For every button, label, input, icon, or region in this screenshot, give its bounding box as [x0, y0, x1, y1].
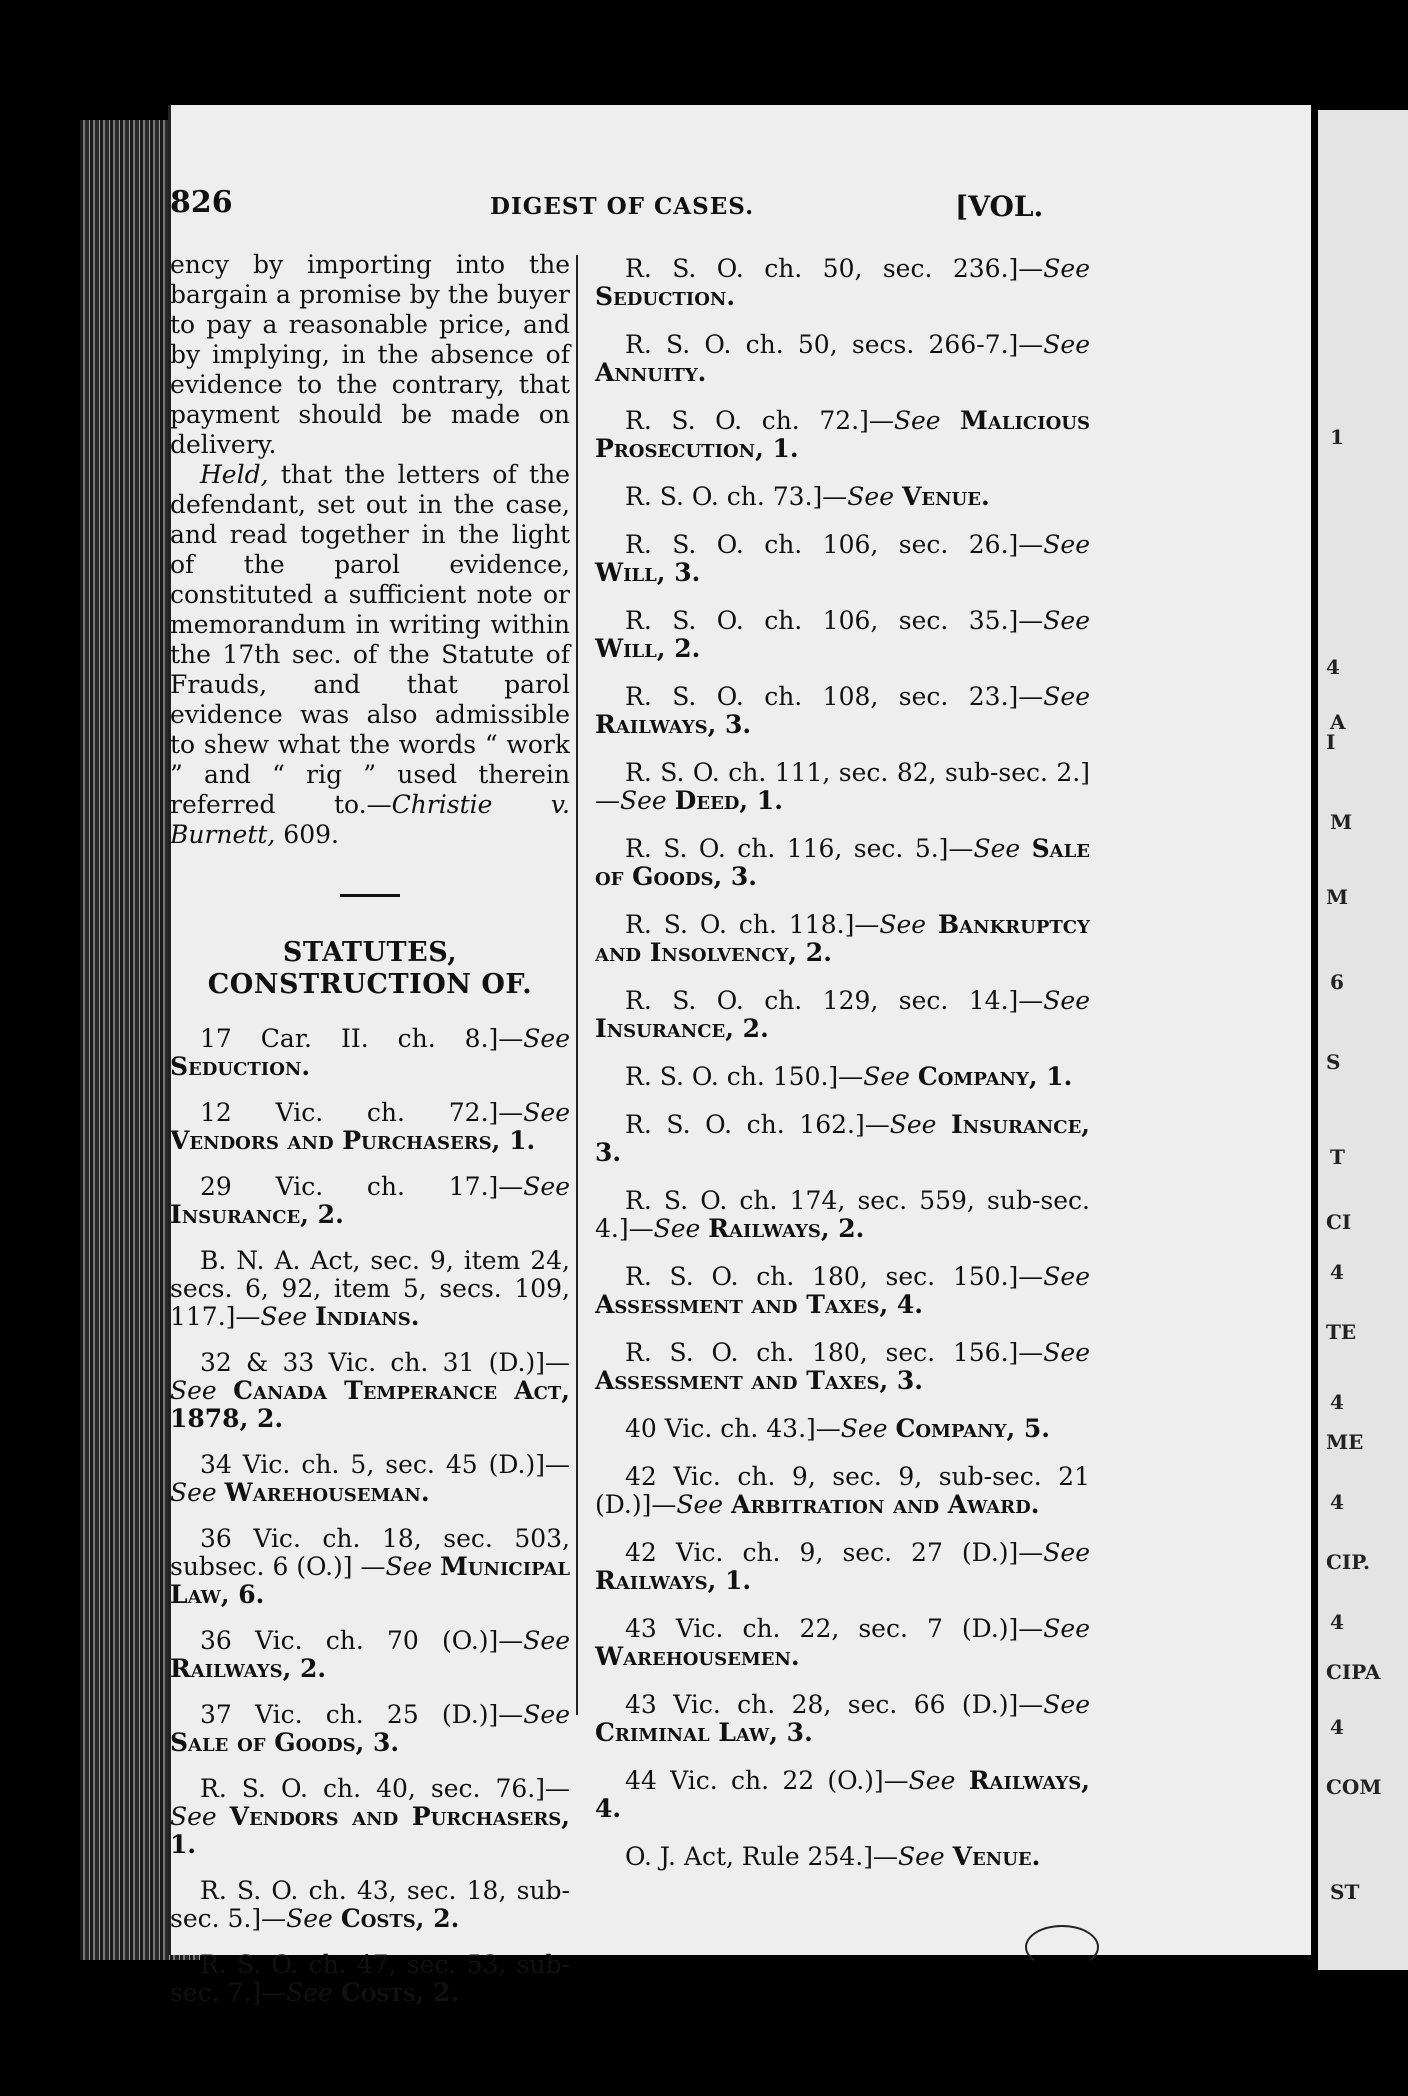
cross-reference-target: Railways, 4. [595, 1766, 1090, 1823]
facing-page-fragment: COM [1326, 1775, 1382, 1799]
facing-page-fragment: 4 [1330, 1610, 1344, 1634]
statute-entry [595, 1843, 1090, 1871]
see-label: See [863, 1062, 910, 1091]
statute-entry [595, 1767, 1090, 1823]
see-label: See [1043, 1338, 1090, 1367]
statute-entry [170, 1349, 570, 1433]
see-label: See [1043, 330, 1090, 359]
see-label: See [286, 1978, 333, 2007]
statute-entry [595, 1415, 1090, 1443]
statute-reference: R. S. O. ch. 174, sec. 559, sub-sec. 4.]— [595, 1186, 1090, 1243]
statute-entry [595, 531, 1090, 587]
statute-entry [595, 1111, 1090, 1167]
cross-reference-target: Venue. [901, 482, 990, 511]
section-rule [340, 894, 400, 897]
right-column [595, 255, 1090, 1891]
right-entry-list [595, 255, 1090, 1871]
cross-reference-target: Insurance, 2. [170, 1200, 344, 1229]
statute-entry [595, 483, 1090, 511]
cross-reference-target: Bankruptcy and Insolvency, 2. [595, 910, 1090, 967]
see-label: See [1043, 1614, 1090, 1643]
cross-reference-target: Railways, 3. [595, 710, 752, 739]
statute-entry [595, 1063, 1090, 1091]
cross-reference-target: Railways, 1. [595, 1566, 752, 1595]
statute-reference: 29 Vic. ch. 17.]— [200, 1172, 524, 1201]
cross-reference-target: Canada Temperance Act, 1878, 2. [170, 1376, 570, 1433]
facing-page-fragment: A [1330, 710, 1346, 734]
statute-entry [595, 407, 1090, 463]
facing-page-fragment: 4 [1326, 655, 1340, 679]
statute-reference: R. S. O. ch. 40, sec. 76.]— [200, 1774, 570, 1803]
statute-reference: R. S. O. ch. 43, sec. 18, sub-sec. 5.]— [170, 1876, 570, 1933]
facing-page-fragment: 4 [1330, 1490, 1344, 1514]
statute-reference: R. S. O. ch. 118.]— [625, 910, 880, 939]
section-heading: STATUTES, CONSTRUCTION OF. [207, 937, 533, 1000]
cross-reference-target: Municipal Law, 6. [170, 1552, 571, 1609]
see-label: See [1043, 606, 1090, 635]
see-label: See [1043, 1690, 1090, 1719]
statute-reference: R. S. O. ch. 129, sec. 14.]— [625, 986, 1044, 1015]
statute-reference: 43 Vic. ch. 28, sec. 66 (D.)]— [625, 1690, 1044, 1719]
facing-page-fragment: S [1326, 1050, 1341, 1074]
statute-reference: 44 Vic. ch. 22 (O.)]— [625, 1766, 909, 1795]
statute-entry [595, 1691, 1090, 1747]
statute-entry [595, 835, 1090, 891]
cross-reference-target: Arbitration and Award. [731, 1490, 1040, 1519]
see-label: See [523, 1172, 570, 1201]
statute-reference: R. S. O. ch. 180, sec. 150.]— [625, 1262, 1044, 1291]
facing-page-fragment: 4 [1330, 1715, 1344, 1739]
statute-entry [595, 1463, 1090, 1519]
statute-reference: 42 Vic. ch. 9, sec. 27 (D.)]— [625, 1538, 1044, 1567]
cross-reference-target: Deed, 1. [674, 786, 783, 815]
see-label: See [385, 1552, 433, 1581]
see-label: See [893, 406, 941, 435]
statute-entry [595, 1539, 1090, 1595]
statute-reference: R. S. O. ch. 150.]— [625, 1062, 864, 1091]
see-label: See [1043, 986, 1090, 1015]
statute-reference: 42 Vic. ch. 9, sec. 9, sub-sec. 21 (D.)]— [595, 1462, 1090, 1519]
statute-entry [170, 1701, 570, 1757]
cross-reference-target: Costs, 2. [340, 1904, 460, 1933]
statute-reference: R. S. O. ch. 106, sec. 26.]— [625, 530, 1044, 559]
see-label: See [170, 1376, 217, 1405]
statute-reference: R. S. O. ch. 111, sec. 82, sub-sec. 2.]— [595, 758, 1090, 815]
see-label: See [1043, 1262, 1090, 1291]
facing-page-fragment: CIP. [1326, 1550, 1370, 1574]
see-label: See [170, 1802, 217, 1831]
statute-entry [170, 1525, 570, 1609]
see-label: See [523, 1024, 570, 1053]
statute-entry [595, 759, 1090, 815]
cross-reference-target: Assessment and Taxes, 3. [595, 1366, 924, 1395]
facing-page-strip [1318, 110, 1408, 1970]
facing-page-fragment: 4 [1330, 1260, 1344, 1284]
see-label: See [897, 1842, 945, 1871]
cross-reference-target: Company, 5. [895, 1414, 1050, 1443]
statute-entry [595, 1187, 1090, 1243]
statute-reference: R. S. O. ch. 108, sec. 23.]— [625, 682, 1044, 711]
statute-reference: R. S. O. ch. 72.]— [625, 406, 894, 435]
statute-reference: 34 Vic. ch. 5, sec. 45 (D.)]— [200, 1450, 570, 1479]
see-label: See [286, 1904, 333, 1933]
cross-reference-target: Insurance, 3. [595, 1110, 1090, 1167]
see-label: See [523, 1626, 570, 1655]
cross-reference-target: Vendors and Purchasers, 1. [170, 1802, 571, 1859]
see-label: See [879, 910, 927, 939]
statute-entry [170, 1247, 570, 1331]
facing-page-fragment: I [1326, 730, 1336, 754]
statute-entry [595, 911, 1090, 967]
statute-reference: 37 Vic. ch. 25 (D.)]— [200, 1700, 524, 1729]
cross-reference-target: Warehouseman. [224, 1478, 430, 1507]
column-divider [576, 255, 578, 1715]
cross-reference-target: Railways, 2. [170, 1654, 327, 1683]
see-label: See [676, 1490, 724, 1519]
held-label: Held, [200, 460, 269, 489]
see-label: See [523, 1700, 570, 1729]
continuation-paragraph: ency by importing into the bargain a promise by the buyer to pay a reasonable price, and by implying, in the absence of evidence to the contrary, that payment should be made on delivery. [170, 250, 570, 459]
facing-page-fragment: M [1330, 810, 1353, 834]
statute-reference: R. S. O. ch. 180, sec. 156.]— [625, 1338, 1044, 1367]
see-label: See [1043, 682, 1090, 711]
statute-reference: R. S. O. ch. 116, sec. 5.]— [625, 834, 974, 863]
facing-page-fragment: T [1330, 1145, 1345, 1169]
see-label: See [840, 1414, 888, 1443]
statute-reference: B. N. A. Act, sec. 9, item 24, secs. 6, 92, item 5, secs. 109, 117.]— [170, 1246, 570, 1331]
statute-reference: R. S. O. ch. 50, secs. 266-7.]— [625, 330, 1044, 359]
statute-entry [170, 1627, 570, 1683]
statute-entry [170, 1173, 570, 1229]
cross-reference-target: Malicious Prosecution, 1. [595, 406, 1090, 463]
cross-reference-target: Venue. [952, 1842, 1041, 1871]
held-paragraph [170, 460, 570, 850]
cross-reference-target: Seduction. [595, 282, 736, 311]
statute-reference: 36 Vic. ch. 70 (O.)]— [200, 1626, 524, 1655]
facing-page-fragment: CI [1326, 1210, 1352, 1234]
cross-reference-target: Vendors and Purchasers, 1. [170, 1126, 536, 1155]
statute-reference: 32 & 33 Vic. ch. 31 (D.)]— [200, 1348, 570, 1377]
see-label: See [1043, 1538, 1090, 1567]
statute-entry [595, 1339, 1090, 1395]
statute-reference: O. J. Act, Rule 254.]— [625, 1842, 898, 1871]
see-label: See [620, 786, 667, 815]
cross-reference-target: Seduction. [170, 1052, 311, 1081]
statute-entry [595, 683, 1090, 739]
cross-reference-target: Sale of Goods, 3. [170, 1728, 400, 1757]
facing-page-fragment: CIPA [1326, 1660, 1381, 1684]
facing-page-fragment: ST [1330, 1880, 1360, 1904]
cross-reference-target: Insurance, 2. [595, 1014, 769, 1043]
pen-mark [1025, 1925, 1099, 1969]
cross-reference-target: Assessment and Taxes, 4. [595, 1290, 924, 1319]
cross-reference-target: Sale of Goods, 3. [595, 834, 1090, 891]
statute-entry [595, 987, 1090, 1043]
statute-entry [595, 1615, 1090, 1671]
page-header [0, 185, 1408, 225]
statute-reference: 36 Vic. ch. 18, sec. 503, subsec. 6 (O.)] — [170, 1524, 570, 1581]
see-label: See [260, 1302, 308, 1331]
see-label: See [908, 1766, 956, 1795]
see-label: See [1043, 530, 1090, 559]
see-label: See [523, 1098, 570, 1127]
left-column [170, 250, 570, 2025]
statute-reference: R. S. O. ch. 106, sec. 35.]— [625, 606, 1044, 635]
cross-reference-target: Company, 1. [917, 1062, 1073, 1091]
statute-reference: 17 Car. II. ch. 8.]— [200, 1024, 524, 1053]
facing-page-fragment: 4 [1330, 1390, 1344, 1414]
facing-page-fragment: M [1326, 885, 1349, 909]
cross-reference-target: Railways, 2. [708, 1214, 865, 1243]
cross-reference-target: Will, 2. [595, 634, 701, 663]
cross-reference-target: Warehousemen. [595, 1642, 800, 1671]
statute-reference: R. S. O. ch. 73.]— [625, 482, 848, 511]
statute-entry [170, 1451, 570, 1507]
see-label: See [973, 834, 1021, 863]
see-label: See [653, 1214, 701, 1243]
statute-reference: 43 Vic. ch. 22, sec. 7 (D.)]— [625, 1614, 1044, 1643]
facing-page-fragment: TE [1326, 1320, 1357, 1344]
facing-page-fragment: ME [1326, 1430, 1364, 1454]
see-label: See [847, 482, 894, 511]
statute-entry [595, 255, 1090, 311]
cross-reference-target: Indians. [315, 1302, 420, 1331]
held-text: that the letters of the defendant, set out in the case, and read together in the light of the parol evidence, constituted a sufficient note or memorandum in writing within the 17th sec. of the Statute of Frauds, and that parol evidence was also admissible to shew what the words “ work ” and “ rig ” used therein referred to.— [170, 460, 570, 819]
case-name: Christie v. Burnett, [170, 790, 570, 849]
cross-reference-target: Criminal Law, 3. [595, 1718, 813, 1747]
statute-entry [595, 331, 1090, 387]
running-head: DIGEST OF CASES. [490, 193, 755, 220]
see-label: See [1043, 254, 1090, 283]
left-entry-list [170, 1025, 570, 2007]
statute-entry [595, 1263, 1090, 1319]
cross-reference-target: Annuity. [595, 358, 707, 387]
cross-reference-target: Will, 3. [595, 558, 701, 587]
see-label: See [889, 1110, 937, 1139]
page-number: 826 [170, 185, 233, 220]
statute-entry [170, 1951, 570, 2007]
statute-reference: R. S. O. ch. 162.]— [625, 1110, 890, 1139]
case-page: 609. [275, 820, 339, 849]
statute-entry [170, 1025, 570, 1081]
statute-entry [595, 607, 1090, 663]
volume-marker: [VOL. [955, 190, 1044, 223]
statute-reference: 40 Vic. ch. 43.]— [625, 1414, 841, 1443]
see-label: See [170, 1478, 217, 1507]
statute-entry [170, 1099, 570, 1155]
statute-entry [170, 1775, 570, 1859]
statute-reference: R. S. O. ch. 50, sec. 236.]— [625, 254, 1044, 283]
cross-reference-target: Costs, 2. [340, 1978, 460, 2007]
statute-reference: R. S. O. ch. 47, sec. 53, sub-sec. 7.]— [170, 1950, 570, 2007]
statute-reference: 12 Vic. ch. 72.]— [200, 1098, 524, 1127]
facing-page-fragment: 6 [1330, 970, 1344, 994]
statute-entry [170, 1877, 570, 1933]
facing-page-fragment: 1 [1330, 425, 1344, 449]
